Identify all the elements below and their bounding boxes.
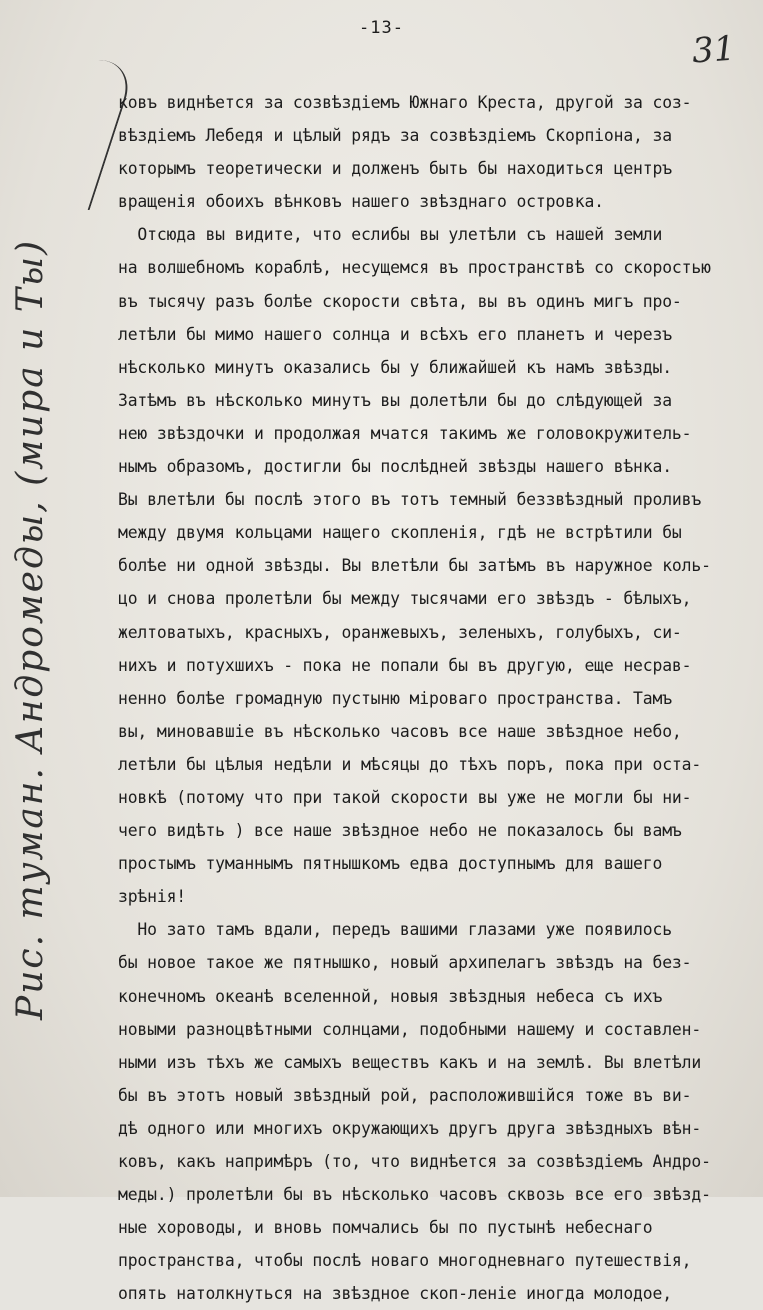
text-line: ковъ, какъ напримѣръ (то, что виднѣется за созвѣздіемъ Андро- — [118, 1152, 711, 1171]
text-line: простымъ туманнымъ пятнышкомъ едва доступнымъ для вашего — [118, 854, 663, 874]
text-line: опять натолкнуться на звѣздное скоп-леніе иногда молодое, — [118, 1284, 672, 1304]
text-line: ные хороводы, и вновь помчались бы по пустынѣ небеснаго — [118, 1218, 653, 1238]
text-line: которымъ теоретически и долженъ быть бы находиться центръ — [118, 159, 672, 179]
text-line: вращенія обоихъ вѣнковъ нашего звѣзднаго островка. — [118, 192, 604, 212]
text-line: вѣздіемъ Лебедя и цѣлый рядъ за созвѣздіемъ Скорпіона, за — [118, 126, 672, 146]
text-line: Затѣмъ въ нѣсколько минутъ вы долетѣли бы до слѣдующей за — [118, 390, 672, 410]
text-line: нѣсколько минутъ оказались бы у ближайшей къ намъ звѣзды. — [118, 357, 672, 377]
text-line: въ тысячу разъ болѣе скорости свѣта, вы въ одинъ мигъ про- — [118, 291, 682, 311]
text-line: дѣ одного или многихъ окружающихъ другъ друга звѣздныхъ вѣн- — [118, 1118, 702, 1138]
text-line: нымъ образомъ, достигли бы послѣдней звѣзды нашего вѣнка. — [118, 457, 672, 477]
text-line: Но зато тамъ вдали, передъ вашими глазами уже появилось — [118, 920, 672, 940]
text-line: вы, миновавшіе въ нѣсколько часовъ все наше звѣздное небо, — [118, 721, 682, 741]
text-line: на волшебномъ кораблѣ, несущемся въ пространствѣ со скоростью — [118, 258, 711, 278]
text-line: новкѣ (потому что при такой скорости вы уже не могли бы ни- — [118, 787, 692, 807]
text-line: новыми разноцвѣтными солнцами, подобными нашему и составлен- — [118, 1019, 702, 1039]
text-line: Вы влетѣли бы послѣ этого въ тотъ темный беззвѣздный проливъ — [118, 490, 702, 510]
archive-number: 31 — [690, 28, 737, 72]
text-line: бы новое такое же пятнышко, новый архипелагъ звѣздъ на без- — [118, 953, 692, 973]
text-line: ными изъ тѣхъ же самыхъ веществъ какъ и на землѣ. Вы влетѣли — [118, 1052, 702, 1072]
text-line: болѣе ни одной звѣзды. Вы влетѣли бы затѣмъ въ наружное коль- — [118, 556, 711, 576]
text-line: меды.) пролетѣли бы въ нѣсколько часовъ сквозь все его звѣзд- — [118, 1185, 711, 1205]
handwritten-margin-note: Рис. туман. Андромеды, (мира и Ты) — [10, 238, 51, 1020]
text-line: конечномъ океанѣ вселенной, новыя звѣздныя небеса съ ихъ — [118, 986, 663, 1006]
text-line: бы въ этотъ новый звѣздный рой, расположившійся тоже въ ви- — [118, 1085, 692, 1105]
typed-body-text — [118, 86, 758, 1310]
text-line: нихъ и потухшихъ - пока не попали бы въ другую, еще несрав- — [118, 655, 692, 675]
text-line: летѣли бы цѣлыя недѣли и мѣсяцы до тѣхъ поръ, пока при оста- — [118, 754, 702, 774]
text-line: цо и снова пролетѣли бы между тысячами его звѣздъ - бѣлыхъ, — [118, 589, 692, 609]
text-line: нею звѣздочки и продолжая мчатся такимъ же головокружитель- — [118, 423, 692, 443]
text-line: ковъ виднѣется за созвѣздіемъ Южнаго Креста, другой за соз- — [118, 93, 692, 112]
text-line: желтоватыхъ, красныхъ, оранжевыхъ, зеленыхъ, голубыхъ, си- — [118, 622, 682, 642]
page-number: -13- — [359, 18, 404, 38]
text-line: Отсюда вы видите, что еслибы вы улетѣли съ нашей земли — [118, 225, 663, 245]
text-line: чего видѣть ) все наше звѣздное небо не показалось бы вамъ — [118, 821, 682, 841]
text-line: пространства, чтобы послѣ новаго многодневнаго путешествія, — [118, 1251, 692, 1271]
text-line: между двумя кольцами нащего скопленія, гдѣ не встрѣтили бы — [118, 523, 682, 543]
text-line: зрѣнія! — [118, 887, 187, 907]
text-line: ненно болѣе громадную пустыню міроваго пространства. Тамъ — [118, 688, 672, 708]
text-line: летѣли бы мимо нашего солнца и всѣхъ его планетъ и черезъ — [118, 324, 672, 344]
